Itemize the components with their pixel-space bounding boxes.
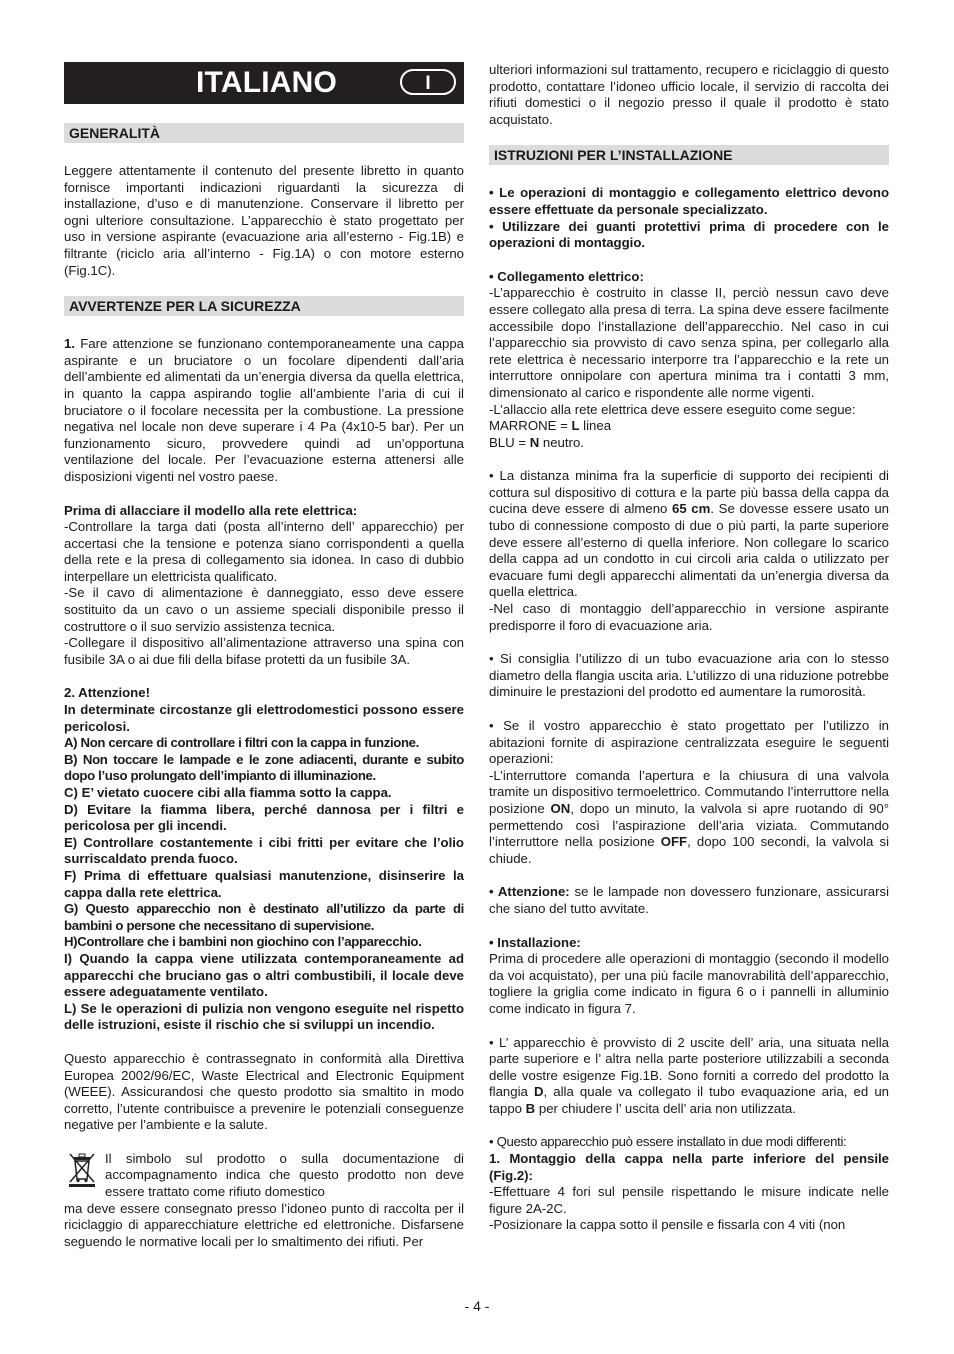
wire-desc: neutro. bbox=[539, 434, 584, 450]
left-column bbox=[64, 62, 464, 1250]
wiring-intro: -L’allaccio alla rete elettrica deve essere eseguito come segue: bbox=[489, 401, 856, 417]
attention-item-g: G) Questo apparecchio non è destinato all’utilizzo da parte di bambini o persone che necessitano di supervisione. bbox=[64, 901, 464, 933]
attention-item-d: D) Evitare la fiamma libera, perché dannosa per i filtri e pericolosa per gli incendi. bbox=[64, 801, 464, 834]
mounting-modes: • Questo apparecchio può essere installato in due modi differenti: bbox=[489, 1134, 847, 1150]
attention-item-f: F) Prima di effettuare qualsiasi manutenzione, disinserire la cappa dalla rete elettrica. bbox=[64, 867, 464, 900]
language-banner bbox=[64, 62, 464, 104]
centralized-text-c: , dopo 100 secondi, la valvola si chiude. bbox=[489, 834, 890, 866]
installation-block bbox=[489, 935, 889, 1018]
prima-block bbox=[64, 503, 464, 669]
attention-item-i: I) Quando la cappa viene utilizzata contemporaneamente ad apparecchi che bruciano gas o altri combustibili, il locale deve essere adeguatamente ventilato. bbox=[64, 950, 464, 1000]
prima-item-3: -Collegare il dispositivo all’alimentazione attraverso una spina con fusibile 3A o ai due fili della bifase protetti da un fusibile 3A. bbox=[64, 635, 464, 667]
cap-label: B bbox=[525, 1100, 536, 1116]
centralized-intro: • Se il vostro apparecchio è stato progettato per l’utilizzo in abitazioni fornite di aspirazione centralizzata eseguire le seguenti operazioni: bbox=[489, 718, 889, 767]
mounting-1-step-a: -Effettuare 4 fori sul pensile rispettando le misure indicate nelle figure 2A-2C. bbox=[489, 1184, 889, 1216]
installation-text: Prima di procedere alle operazioni di montaggio (secondo il modello da voi acquistato), per una più facile manovrabilità dell’apparecchio, togliere la griglia come indicato in figura 6 o i pannelli in alluminio come indicato in figura 7. bbox=[489, 951, 889, 1016]
operations-note-2: • Utilizzare dei guanti protettivi prima di procedere con le operazioni di montaggio. bbox=[489, 218, 889, 251]
lamp-attention-label: • Attenzione: bbox=[489, 884, 570, 900]
attention-intro: In determinate circostanze gli elettrodomestici possono essere pericolosi. bbox=[64, 702, 464, 734]
tube-paragraph: • Si consiglia l’utilizzo di un tubo evacuazione aria con lo stesso diametro della flangia uscita aria. L’utilizzo di una riduzione potrebbe diminuire le prestazioni del prodotto ed aumentare la rumorosità. bbox=[489, 651, 889, 700]
lamp-attention-text: se le lampade non dovessero funzionare, assicurarsi che siano del tutto avvitate. bbox=[489, 884, 889, 916]
safety-paragraph-1 bbox=[64, 336, 464, 485]
outlets-text-1: • L’ apparecchio è provvisto di 2 uscite dell’ aria, una situata nella parte superiore e l’ altra nella parte posteriore utilizzabili a seconda delle vostre esigenze Fig.1B. Sono forniti a corredo del prodotto la flangia bbox=[489, 1034, 889, 1100]
prima-title: Prima di allacciare il modello alla rete elettrica: bbox=[64, 502, 358, 518]
outlets-text-3: per chiudere l’ uscita dell’ aria non utilizzata. bbox=[535, 1100, 796, 1116]
prima-item-2: -Se il cavo di alimentazione è danneggiato, esso deve essere sostituito da un cavo o un assieme speciali disponibile presso il costruttore o il suo servizio assistenza tecnica. bbox=[64, 585, 464, 634]
attention-item-a: A) Non cercare di controllare i filtri con la cappa in funzione. bbox=[64, 735, 419, 751]
weee-symbol-block bbox=[64, 1151, 464, 1251]
crossed-bin-icon bbox=[64, 1151, 100, 1187]
centralized-text-a: -L’interruttore comanda l’apertura e la chiusura di una valvola tramite un dispositivo termoelettrico. Commutando l’interruttore nella posizione bbox=[489, 767, 889, 816]
generalita-paragraph: Leggere attentamente il contenuto del presente libretto in quanto fornisce importanti indicazioni riguardanti la sicurezza di installazione, d’uso e di manutenzione. Conservare il libretto per ogni ulteriore consultazione. L’apparecchio è stato progettato per uso in versione aspirante (evacuazione aria all’esterno - Fig.1B) e filtrante (riciclo aria all’interno - Fig.1A) o con motore esterno (Fig.1C). bbox=[64, 163, 464, 278]
distance-text-2: . Se dovesse essere usato un tubo di connessione composto di due o più parti, la parte superiore deve essere all’esterno di quella inferiore. Non collegare lo scarico della cappa ad un condotto in cui circoli aria calda o utilizzato per evacuare fumi degli apparecchi alimentati da un’energia diversa da quella elettrica. bbox=[489, 501, 889, 600]
distance-text-3: -Nel caso di montaggio dell’apparecchio in versione aspirante predisporre il foro di evacuazione aria. bbox=[489, 601, 889, 633]
wiring-blue bbox=[489, 435, 889, 452]
section-header-sicurezza: AVVERTENZE PER LA SICUREZZA bbox=[64, 296, 464, 316]
operations-note-1: • Le operazioni di montaggio e collegamento elettrico devono essere effettuate da personale specializzato. bbox=[489, 185, 889, 217]
attention-item-c: C) E’ vietato cuocere cibi alla fiamma sotto la cappa. bbox=[64, 785, 392, 800]
wire-desc: linea bbox=[579, 418, 612, 434]
electrical-block bbox=[489, 269, 889, 452]
language-title: ITALIANO bbox=[196, 66, 338, 99]
wiring-brown bbox=[489, 418, 889, 435]
section-header-installazione: ISTRUZIONI PER L’INSTALLAZIONE bbox=[489, 145, 889, 165]
right-column bbox=[489, 62, 889, 1251]
wire-key: N bbox=[529, 434, 540, 450]
mounting-1-title: 1. Montaggio della cappa nella parte inferiore del pensile (Fig.2): bbox=[489, 1151, 889, 1183]
centralized-block bbox=[489, 718, 889, 867]
electrical-title: • Collegamento elettrico: bbox=[489, 268, 644, 284]
symbol-text-2: ma deve essere consegnato presso l’idoneo punto di raccolta per il riciclaggio di apparecchiature elettriche ed elettroniche. Disfarsene seguendo le normative locali per lo smaltimento dei rifiuti. Per bbox=[64, 1200, 464, 1249]
lamp-attention bbox=[489, 884, 889, 917]
language-badge: I bbox=[400, 69, 456, 95]
installation-title: • Installazione: bbox=[489, 934, 581, 950]
distance-text-1: • La distanza minima fra la superficie di supporto dei recipienti di cottura sul dispositivo di cottura e la parte più bassa della cappa da cucina deve essere di almeno bbox=[489, 468, 889, 517]
attention-title: 2. Attenzione! bbox=[64, 685, 150, 701]
mounting-1-step-b: -Posizionare la cappa sotto il pensile e fissarla con 4 viti (non bbox=[489, 1217, 846, 1233]
switch-off-label: OFF bbox=[660, 834, 688, 850]
distance-value: 65 cm bbox=[672, 501, 711, 517]
distance-block bbox=[489, 468, 889, 634]
outlets-paragraph bbox=[489, 1035, 889, 1118]
attention-item-h: H)Controllare che i bambini non giochino con l’apparecchio. bbox=[64, 934, 422, 950]
switch-on-label: ON bbox=[550, 800, 571, 816]
operations-block bbox=[489, 185, 889, 251]
outlets-text-2: , alla quale va collegato il tubo evaquazione aria, ed un tappo bbox=[489, 1084, 889, 1116]
section-header-generalita: GENERALITÀ bbox=[64, 123, 464, 143]
centralized-text-b: , dopo un minuto, la valvola si apre ruotando di 90° permettendo così l’aspirazione dell’aria viziata. Commutando l’interruttore nella posizione bbox=[489, 800, 889, 850]
prima-item-1: -Controllare la targa dati (posta all’interno dell’ apparecchio) per accertasi che la tensione e potenza siano corrispondenti a quella della rete e la presa di collegamento sia idonea. In caso di dubbio interpellare un elettricista qualificato. bbox=[64, 519, 464, 584]
weee-paragraph: Questo apparecchio è contrassegnato in conformità alla Direttiva Europea 2002/96/EC, Waste Electrical and Electronic Equipment (WEEE). Assicurandosi che questo prodotto sia smaltito in modo corretto, l’utente contribuisce a prevenire le potenziali conseguenze negative per l’ambiente e la salute. bbox=[64, 1050, 464, 1133]
wire-key: L bbox=[571, 418, 580, 434]
continuation-paragraph: ulteriori informazioni sul trattamento, recupero e riciclaggio di questo prodotto, contattare l’idoneo ufficio locale, il servizio di raccolta dei rifiuti domestici o il negozio presso il quale il prodotto è stato acquistato. bbox=[489, 62, 889, 127]
symbol-text-1: Il simbolo sul prodotto o sulla documentazione di accompagnamento indica che questo prodotto non deve essere trattato come rifiuto domestico bbox=[105, 1150, 464, 1200]
electrical-text: -L’apparecchio è costruito in classe II, perciò nessun cavo deve essere collegato alla presa di terra. La spina deve essere facilmente accessibile dopo l’installazione dell’apparecchio. Nel caso in cui l’apparecchio sia provvisto di cavo senza spina, per collegarlo alla rete elettrica è necessario interporre tra l’apparecchio e la rete un interruttore onnipolare con apertura minima tra i contatti 3 mm, dimensionato al carico e rispondente alle norme vigenti. bbox=[489, 285, 889, 400]
mounting-block bbox=[489, 1134, 889, 1234]
wire-label: BLU = bbox=[489, 434, 530, 450]
wire-label: MARRONE = bbox=[489, 418, 572, 434]
item-number: 1. bbox=[64, 336, 75, 352]
attention-item-b: B) Non toccare le lampade e le zone adiacenti, durante e subito dopo l’uso prolungato dell’impianto di illuminazione. bbox=[64, 751, 464, 784]
attention-block bbox=[64, 685, 464, 1033]
flange-label: D bbox=[533, 1084, 544, 1100]
page-number: - 4 - bbox=[464, 1298, 490, 1314]
attention-item-e: E) Controllare costantemente i cibi fritti per evitare che l’olio surriscaldato prenda fuoco. bbox=[64, 834, 464, 867]
attention-item-l: L) Se le operazioni di pulizia non vengono eseguite nel rispetto delle istruzioni, esiste il rischio che si sviluppi un incendio. bbox=[64, 1000, 464, 1033]
safety-text: Fare attenzione se funzionano contemporaneamente una cappa aspirante e un bruciatore o un focolare dipendenti dall’aria dell’ambiente ed alimentati da un’energia diversa da quella elettrica, in quanto la cappa aspirando toglie all’ambiente l’aria di cui il bruciatore o il focolare necessita per la combustione. La pressione negativa nel locale non deve superare i 4 Pa (4x10-5 bar). Per un funzionamento sicuro, provvedere quindi ad un’opportuna ventilazione del locale. Per l’evacuazione esterna attenersi alle disposizioni vigenti nel vostro paese. bbox=[64, 336, 464, 484]
